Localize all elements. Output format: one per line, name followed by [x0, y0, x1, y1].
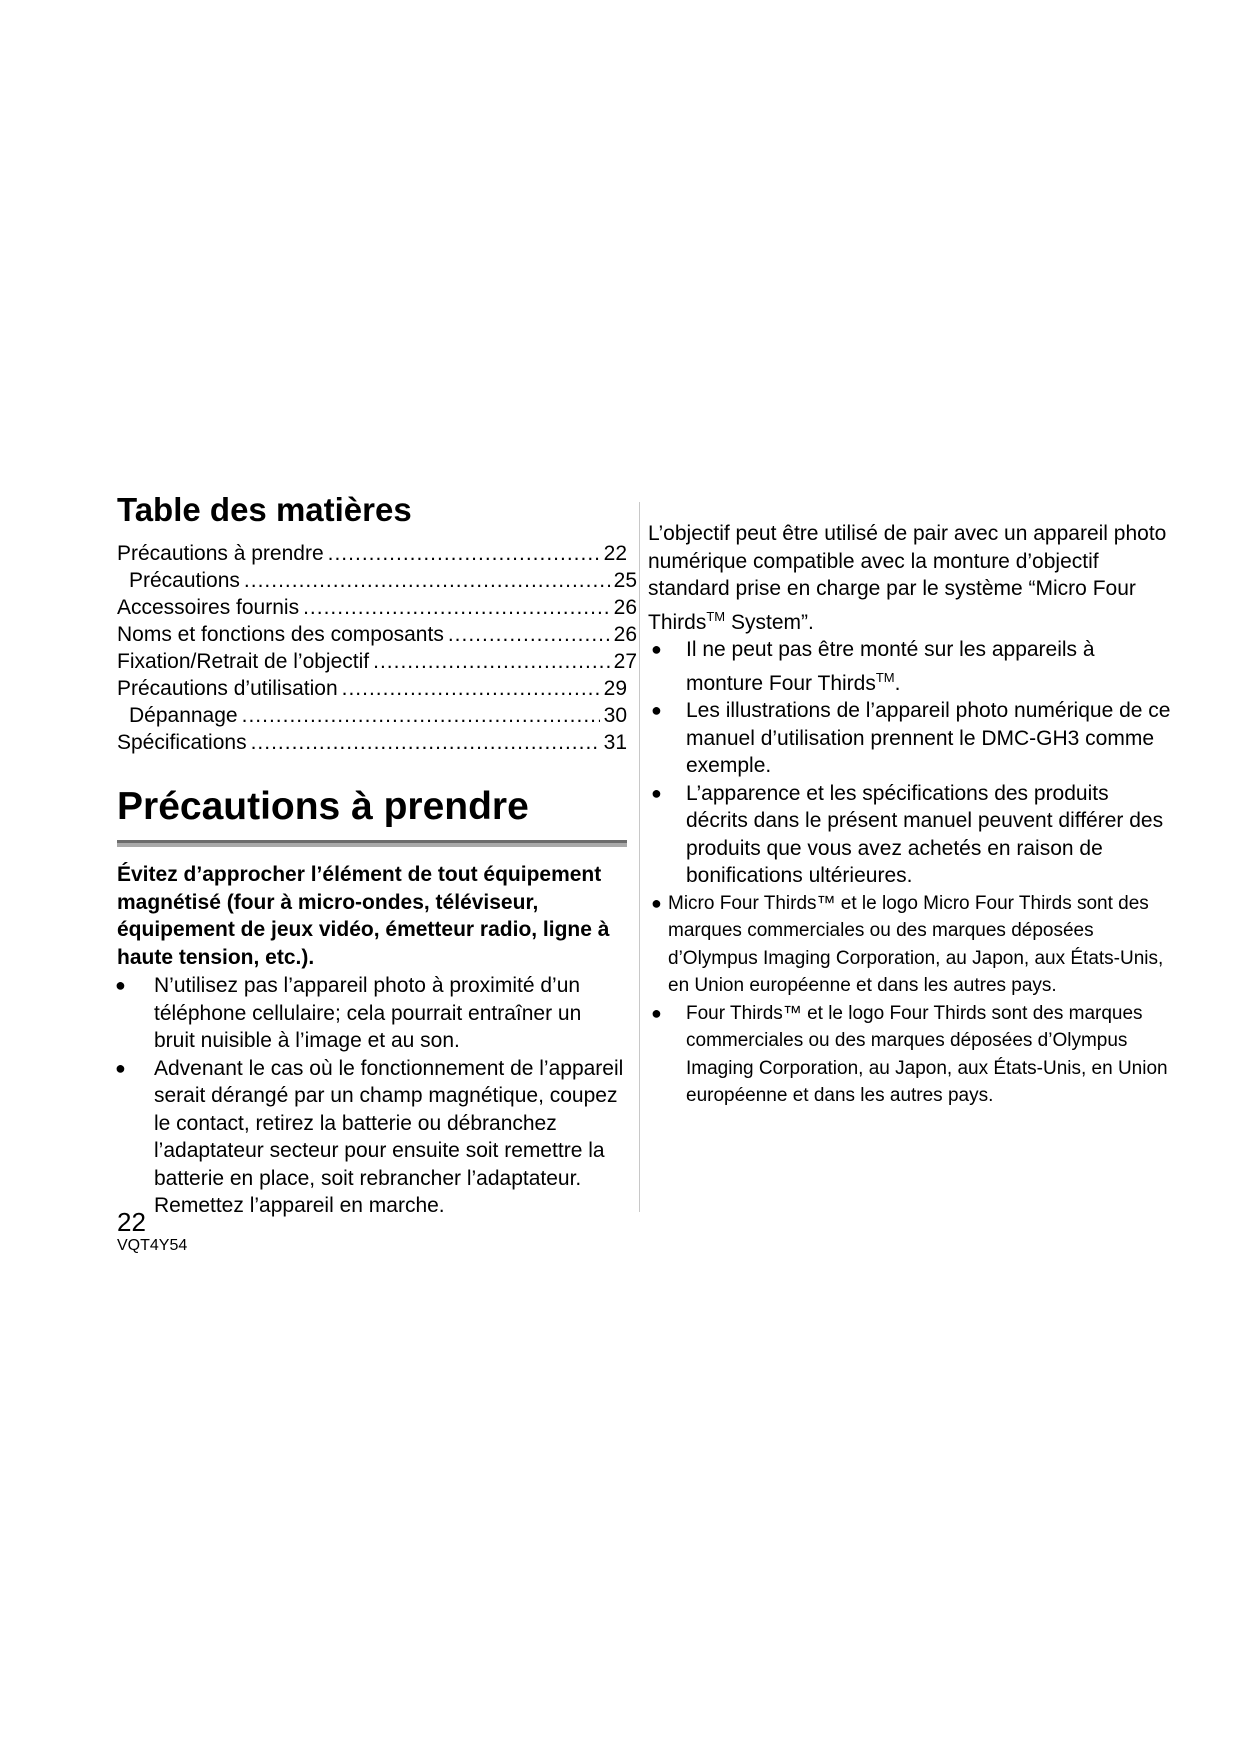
- toc-leader: [373, 648, 610, 675]
- toc-entry[interactable]: [117, 540, 627, 567]
- toc-title: Table des matières: [117, 491, 412, 528]
- trademark-mark: TM: [875, 669, 895, 685]
- toc-entry-page: 31: [603, 731, 627, 754]
- toc-leader: [303, 594, 610, 621]
- list-item-text: Les illustrations de l’appareil photo numérique de ce manuel d’utilisation prennent le DMC-GH3 comme exemple.: [686, 699, 1171, 777]
- toc-leader: [342, 675, 600, 702]
- list-item-text: [668, 636, 1173, 697]
- section-title: Précautions à prendre: [117, 785, 529, 828]
- toc-leader: [242, 702, 600, 729]
- list-item-text: Advenant le cas où le fonctionnement de l’appareil serait dérangé par un champ magnétique, coupez le contact, retirez la batterie ou débranchez l’adaptateur secteur pour ensuite soit remettre la batterie en place, soit rebrancher l’adaptateur. Remettez l’appareil en marche.: [154, 1056, 624, 1217]
- toc-entry-label: Précautions à prendre: [117, 542, 324, 565]
- bullet-icon: ●: [651, 700, 662, 720]
- intro-paragraph: [648, 520, 1173, 636]
- toc-entry-label: Précautions d’utilisation: [117, 677, 338, 700]
- bullet-icon: ●: [651, 892, 662, 913]
- toc-entry-label: Noms et fonctions des composants: [117, 623, 444, 646]
- note-text-end: .: [894, 671, 901, 695]
- list-item: [117, 1055, 627, 1220]
- bullet-icon: ●: [115, 975, 126, 995]
- toc-entry[interactable]: [117, 621, 637, 648]
- toc-entry-label: Accessoires fournis: [117, 596, 300, 619]
- document-code: VQT4Y54: [117, 1237, 188, 1254]
- list-item: [648, 780, 1173, 890]
- toc-entry[interactable]: [117, 675, 627, 702]
- toc-entry-page: 26: [613, 596, 637, 619]
- intro-text: L’objectif peut être utilisé de pair avec un appareil photo numérique compatible avec la monture d’objectif standard prise en charge par le système “Micro Four Thirds: [648, 522, 1167, 634]
- list-item: [648, 636, 1173, 697]
- list-item: [648, 697, 1173, 780]
- list-item-text: Four Thirds™ et le logo Four Thirds sont des marques commerciales ou des marques déposées d’Olympus Imaging Corporation, au Japon, aux États-Unis, en Union européenne et dans les autres pays.: [686, 1002, 1168, 1106]
- toc-entry[interactable]: [117, 729, 627, 756]
- list-item: [648, 890, 1173, 1000]
- note-text: Il ne peut pas être monté sur les appareils à monture Four Thirds: [686, 638, 1095, 695]
- toc-entry-page: 22: [603, 542, 627, 565]
- bullet-icon: ●: [115, 1057, 126, 1078]
- toc-entry[interactable]: [117, 702, 627, 729]
- bullet-icon: ●: [651, 782, 662, 803]
- list-item: [648, 1000, 1173, 1110]
- bullet-icon: ●: [651, 639, 662, 659]
- warning-paragraph: Évitez d’approcher l’élément de tout équipement magnétisé (four à micro-ondes, téléviseur, équipement de jeux vidéo, émetteur radio, ligne à haute tension, etc.).: [117, 863, 610, 969]
- right-column: [648, 520, 1173, 1110]
- title-underline-rule: [117, 840, 627, 847]
- bullet-icon: ●: [651, 1002, 662, 1023]
- toc-entry-label: Dépannage: [129, 704, 238, 727]
- toc-leader: [328, 540, 600, 567]
- intro-text-end: System”.: [725, 610, 814, 634]
- trademark-mark: TM: [706, 608, 726, 624]
- notes-list: [648, 636, 1173, 1110]
- toc-entry-page: 29: [603, 677, 627, 700]
- toc-entry[interactable]: [117, 594, 637, 621]
- list-item-text: L’apparence et les spécifications des produits décrits dans le présent manuel peuvent différer des produits que vous avez achetés en raison de bonifications ultérieures.: [686, 781, 1164, 887]
- toc-leader: [244, 567, 610, 594]
- list-item: [117, 972, 627, 1055]
- toc-entry-page: 30: [603, 704, 627, 727]
- toc-entry-page: 26: [613, 623, 637, 646]
- toc-entry-page: 27: [613, 650, 637, 673]
- toc-entry[interactable]: [117, 648, 637, 675]
- list-item-text: N’utilisez pas l’appareil photo à proximité d’un téléphone cellulaire; cela pourrait entraîner un bruit nuisible à l’image et au son.: [154, 974, 582, 1052]
- page-number: 22: [117, 1207, 146, 1237]
- list-item-text: Micro Four Thirds™ et le logo Micro Four Thirds sont des marques commerciales ou des marques déposées d’Olympus Imaging Corporation, au Japon, aux États-Unis, en Union européenne et dans les autres pays.: [668, 892, 1164, 996]
- left-column: [115, 490, 637, 1220]
- toc-entry-label: Fixation/Retrait de l’objectif: [117, 650, 370, 673]
- toc-entry-label: Précautions: [129, 569, 240, 592]
- toc-leader: [251, 729, 600, 756]
- toc-entry[interactable]: [117, 567, 637, 594]
- toc-entry-label: Spécifications: [117, 731, 247, 754]
- toc-leader: [448, 621, 610, 648]
- toc-entry-page: 25: [613, 569, 637, 592]
- precaution-list: [117, 972, 627, 1220]
- column-divider: [639, 502, 640, 1212]
